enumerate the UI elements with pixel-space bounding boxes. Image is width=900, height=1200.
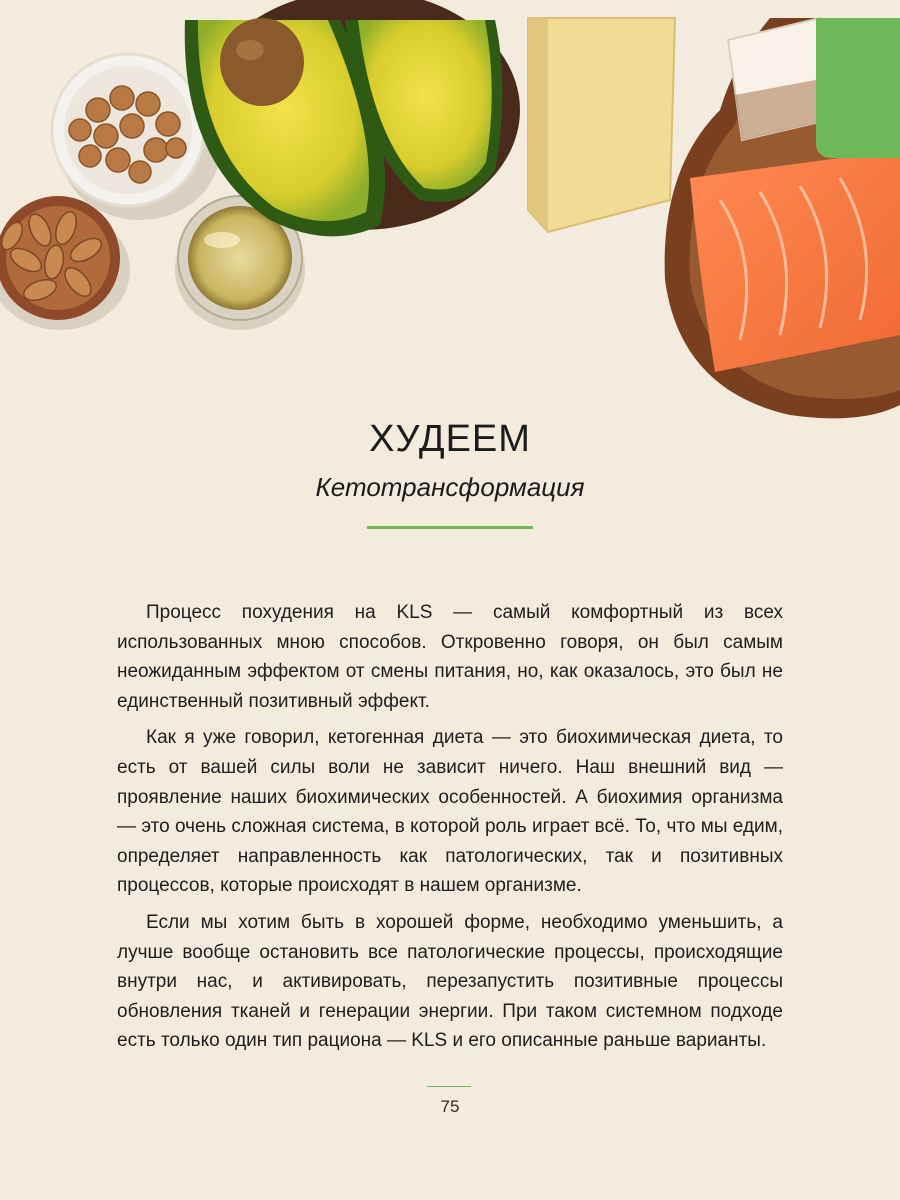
footer-divider <box>427 1086 471 1087</box>
hazelnuts-bowl <box>52 54 204 206</box>
salmon-fillet <box>690 150 900 372</box>
almonds-bowl <box>0 196 120 320</box>
title-divider <box>367 526 533 529</box>
chapter-title: ХУДЕЕМ <box>369 418 531 460</box>
paragraph: Как я уже говорил, кетогенная диета — это биохимическая диета, то есть от вашей силы воли не зависит ничего. Наш внешний вид — проявление наших биохимических особенностей. А биохимия организма — это очень сложная система, в которой роль играет всё. То, что мы едим, определяет направленность как патологических, так и позитивных процессов, которые происходят в нашем организме. <box>117 727 783 897</box>
chapter-color-tab <box>816 18 900 158</box>
chapter-subtitle: Кетотрансформация <box>315 472 585 502</box>
body-text <box>117 598 783 1063</box>
page-number: 75 <box>440 1097 460 1116</box>
lard-slice <box>728 18 828 140</box>
cheese-slice <box>528 18 675 232</box>
paragraph: Если мы хотим быть в хорошей форме, необходимо уменьшить, а лучше вообще остановить все патологические процессы, происходящие внутри нас, и активировать, перезапустить позитивные процессы обновления тканей и генерации энергии. При таком системном подходе есть только один тип рациона — KLS и его описанные раньше варианты. <box>117 911 783 1052</box>
keto-food-illustration <box>0 0 900 420</box>
paragraph: Процесс похудения на KLS — самый комфортный из всех использованных мною способов. Откровенно говоря, он был самым неожиданным эффектом от смены питания, но, как оказалось, это был не единственный позитивный эффект. <box>117 602 783 712</box>
